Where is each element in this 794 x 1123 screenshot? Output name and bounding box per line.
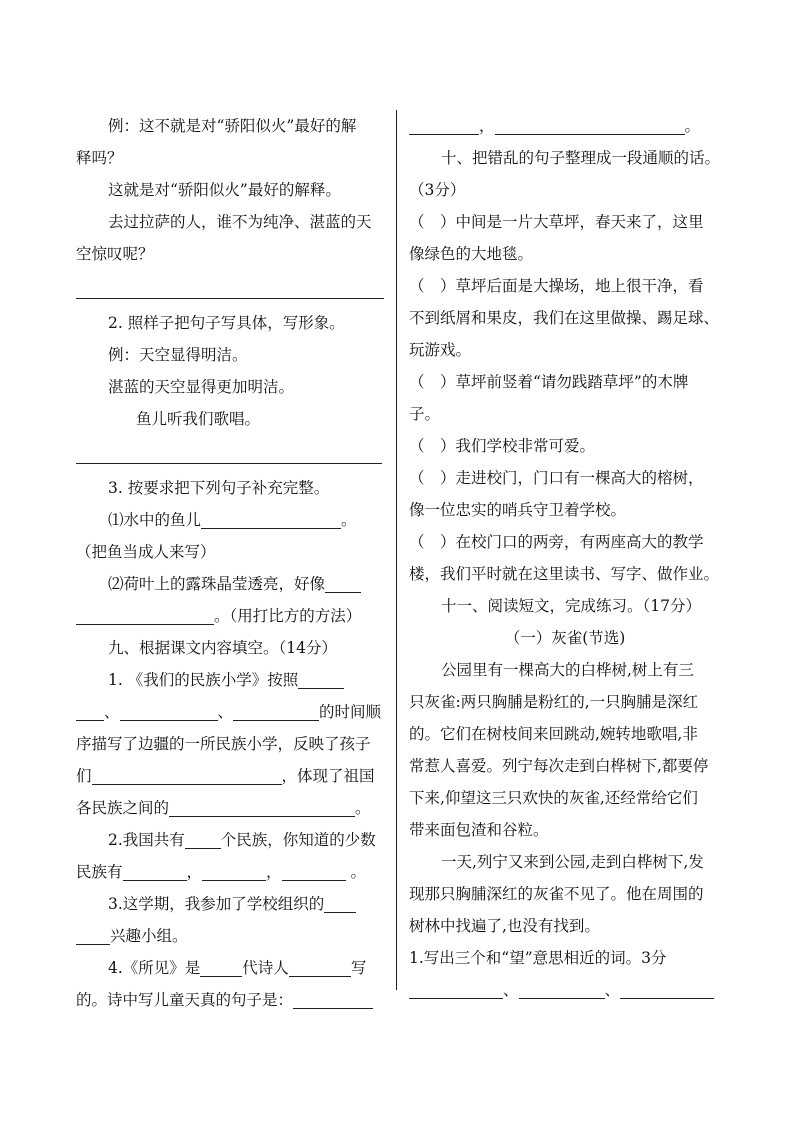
item-2-example-answer: 湛蓝的天空显得更加明洁。 (108, 378, 295, 396)
blank[interactable] (202, 860, 266, 881)
item-3-title: 3. 按要求把下列句子补充完整。 (108, 479, 330, 497)
answer-line-2[interactable] (76, 435, 382, 464)
s9-3-text-b: 兴趣小组。 (110, 927, 188, 945)
passage-line: 树林中找遍了,也没有找到。 (409, 917, 600, 935)
section-11-title: 十一、阅读短文，完成练习。（17分） (441, 597, 701, 615)
blank[interactable] (409, 978, 503, 999)
s10-line: 不到纸屑和果皮，我们在这里做操、踢足球、 (409, 309, 720, 327)
blank[interactable] (289, 956, 351, 977)
blank[interactable] (76, 924, 110, 945)
s9-1-text-e: ，体现了祖国 (281, 767, 375, 785)
s10-line: 像绿色的大地毯。 (409, 245, 534, 263)
s9-4-text-d: 的。诗中写儿童天真的句子是： (76, 991, 294, 1009)
s10-line: （ ）走进校门，门口有一棵高大的榕树， (409, 469, 704, 487)
s10-item-5[interactable] (409, 462, 721, 526)
blank[interactable] (123, 860, 187, 881)
blank[interactable] (298, 668, 344, 689)
blank[interactable] (233, 700, 319, 721)
passage-line: 一天,列宁又来到公园,走到白桦树下,发 (441, 853, 704, 871)
s10-line: （ ）中间是一片大草坪，春天来了，这里 (409, 213, 704, 231)
passage-line: 下来,仰望这三只欢快的灰雀,还经常给它们 (409, 789, 698, 807)
s10-item-4[interactable] (409, 430, 721, 462)
s9-1-text-b: 的时间顺 (319, 703, 382, 721)
s10-item-3[interactable] (409, 366, 721, 430)
blank[interactable] (120, 700, 218, 721)
passage-title: （一）灰雀(节选) (504, 629, 626, 647)
item-3-1-text: ⑴水中的鱼儿 (108, 511, 202, 529)
s10-line: 子。 (409, 405, 441, 423)
item-3-2-note: 。（用打比方的方法） (214, 607, 362, 625)
s10-line: （ ）在校门口的两旁，有两座高大的教学 (409, 533, 704, 551)
item-3-1-note: （把鱼当成人来写） (76, 543, 216, 561)
blank[interactable] (620, 978, 714, 999)
passage-line: 常惹人喜爱。列宁每次走到白桦树下,都要停 (409, 757, 709, 775)
passage-line: 只灰雀:两只胸脯是粉红的,一只胸脯是深红 (409, 693, 699, 711)
s9-1-text: 1. 《我们的民族小学》按照 (108, 671, 299, 689)
s10-line: 像一位忠实的哨兵守卫着学校。 (409, 501, 627, 519)
passage-line: 公园里有一棵高大的白桦树,树上有三 (441, 661, 694, 679)
left-column: 例：这不就是对“骄阳似火”最好的解 释吗？ 这就是对“骄阳似火”最好的解释。 去过拉萨的人，谁不为纯净、湛蓝的天 空惊叹呢？ 2. 照样子把句子写具体，写形象。 例：天空显得明洁。 湛蓝的天空显得更加明洁。 鱼儿听我们歌唱。 3. 按要求把下列句子补充完整。 ⑴水中的鱼儿 。 （把鱼当成人来写） ⑵荷叶上的露珠晶莹透亮，好像 。（用打比方的方法） 九、根据课文内容填空。（14分） 1. 《我们的民族小学》按照 、 、 的时间顺 序描写了边疆的一所民族小学，反映了孩子 们 ，体现了祖国 各民族之间的 。 2.我国共有 个民族，你知道的少数 民族有 ， ， 。 3.这学期，我参加了学校组织的 兴趣小组。 4.《所见》是 代诗人 写 的。诗中写儿童天真的句子是： (76, 110, 384, 1016)
s9-4-text-b: 代诗人 (242, 959, 289, 977)
example-sentence: 例：这不就是对“骄阳似火”最好的解 (108, 117, 357, 135)
blank[interactable] (76, 700, 104, 721)
s9-2-text-c: 民族有 (76, 863, 123, 881)
s10-line: 玩游戏。 (409, 341, 472, 359)
example-sentence-cont: 释吗？ (76, 149, 123, 167)
item-2-question: 鱼儿听我们歌唱。 (136, 410, 261, 428)
s9-1-text-f: 各民族之间的 (76, 799, 170, 817)
column-divider (396, 110, 397, 990)
question-11-1: 1.写出三个和“望”意思相近的词。3分 (409, 949, 667, 967)
item-2-title: 2. 照样子把句子写具体，写形象。 (108, 314, 345, 332)
passage-line: 的。它们在树枝间来回跳动,婉转地歌唱,非 (409, 725, 698, 743)
s9-3-text: 3.这学期，我参加了学校组织的 (108, 895, 325, 913)
right-column: ， 。 十、把错乱的句子整理成一段通顺的话。 （3分） （ ）中间是一片大草坪，春天来了，这里 像绿色的大地毯。 （ ）草坪后面是大操场，地上很干净，看 不到纸屑和果皮，我们在这里做操、踢足球、 玩游戏。 （ ）草坪前竖着“请勿践踏草坪”的木牌 子。 （ ）我们学校非常可爱。 （ ）走进校门，门口有一棵高大的榕树， 像一位忠实的哨兵守卫着学校。 （ ）在校门口的两旁，有两座高大的教学 楼，我们平时就在这里读书、写字、做作业。 十一、阅读短文，完成练习。（17分） （一）灰雀(节选) 公园里有一棵高大的白桦树,树上有三 只灰雀:两只胸脯是粉红的,一只胸脯是深红 的。它们在树枝间来回跳动,婉转地歌唱,非 常惹人喜爱。列宁每次走到白桦树下,都要停 下来,仰望这三只欢快的灰雀,还经常给它们 带来面包渣和谷粒。 一天,列宁又来到公园,走到白桦树下,发 现那只胸脯深红的灰雀不见了。他在周围的 树林中找遍了,也没有找到。 1.写出三个和“望”意思相近的词。3分 、 、 (409, 110, 721, 1006)
s9-1-text-c: 序描写了边疆的一所民族小学，反映了孩子 (76, 735, 371, 753)
question-sentence: 去过拉萨的人，谁不为纯净、湛蓝的天 (108, 213, 372, 231)
s10-item-6[interactable] (409, 526, 721, 590)
s10-line: （ ）我们学校非常可爱。 (409, 437, 596, 455)
s9-1-text-d: 们 (76, 767, 92, 785)
punct: 。 (341, 511, 357, 529)
s9-4-text: 4.《所见》是 (108, 959, 201, 977)
blank[interactable] (76, 604, 214, 625)
answer-line-1[interactable] (76, 270, 384, 299)
passage-paragraph-2 (409, 846, 721, 942)
s10-line: （ ）草坪后面是大操场，地上很干净，看 (409, 277, 704, 295)
blank[interactable] (293, 988, 373, 1009)
blank[interactable] (185, 828, 221, 849)
s10-item-2[interactable] (409, 270, 721, 366)
item-3-2-text: ⑵荷叶上的露珠晶莹透亮，好像 (108, 575, 326, 593)
item-2-example: 例：天空显得明洁。 (108, 346, 248, 364)
question-sentence-cont: 空惊叹呢？ (76, 245, 154, 263)
blank[interactable] (324, 892, 356, 913)
blank[interactable] (200, 956, 242, 977)
blank[interactable] (282, 860, 346, 881)
s9-2-text: 2.我国共有 (108, 831, 185, 849)
blank[interactable] (92, 764, 282, 785)
s10-line: （ ）草坪前竖着“请勿践踏草坪”的木牌 (409, 373, 689, 391)
s10-line: 楼，我们平时就在这里读书、写字、做作业。 (409, 565, 720, 583)
passage-paragraph-1 (409, 654, 721, 846)
section-10-title: 十、把错乱的句子整理成一段通顺的话。 (441, 149, 721, 167)
blank[interactable] (201, 508, 341, 529)
passage-line: 带来面包渣和谷粒。 (409, 821, 549, 839)
example-answer: 这就是对“骄阳似火”最好的解释。 (108, 181, 341, 199)
section-10-score: （3分） (409, 181, 466, 199)
blank[interactable] (519, 978, 605, 999)
blank[interactable] (325, 572, 361, 593)
s10-item-1[interactable] (409, 206, 721, 270)
blank[interactable] (169, 796, 355, 817)
blank[interactable] (495, 114, 685, 135)
passage-line: 现那只胸脯深红的灰雀不见了。他在周围的 (409, 885, 704, 903)
section-9-title: 九、根据课文内容填空。（14分） (108, 639, 337, 657)
s9-2-text-b: 个民族，你知道的少数 (220, 831, 376, 849)
blank[interactable] (409, 114, 479, 135)
s9-4-text-c: 写 (350, 959, 367, 977)
